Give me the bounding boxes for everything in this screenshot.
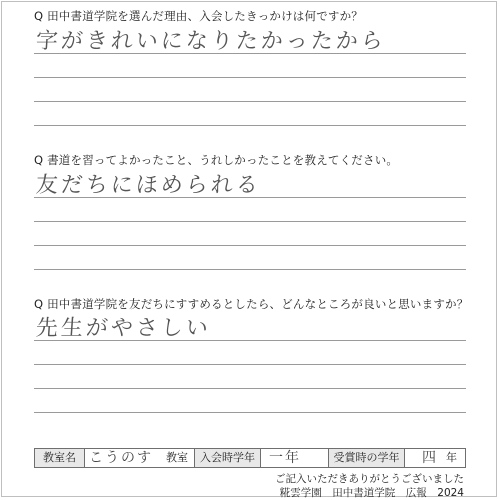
answer-line (34, 221, 466, 222)
answer-line (34, 340, 466, 341)
answer-line (34, 388, 466, 389)
join-grade-cell (261, 449, 329, 467)
answer-line (34, 269, 466, 270)
answer-line (34, 101, 466, 102)
answer-1: 字がきれいになりたかったから (34, 29, 387, 54)
answer-2: 友だちにほめられる (34, 173, 262, 198)
answer-line (34, 412, 466, 413)
award-grade-value: 四 (422, 450, 438, 466)
answer-line (34, 77, 466, 78)
question-3: Q 田中書道学院を友だちにすすめるとしたら、どんなところが良いと思いますか？ (34, 297, 469, 311)
answer-3: 先生がやさしい (34, 316, 212, 341)
survey-sheet (1, 1, 497, 497)
answer-line (34, 53, 466, 54)
join-grade-value: 一年 (269, 450, 301, 466)
answer-line (34, 125, 466, 126)
answer-line (34, 197, 466, 198)
student-info-table (34, 448, 466, 468)
classroom-label: 教室名 (35, 449, 85, 467)
join-grade-label: 入会時学年 (195, 449, 261, 467)
award-grade-cell (405, 449, 465, 467)
classroom-value: こうのす (89, 450, 153, 466)
answer-line (34, 245, 466, 246)
classroom-cell (85, 449, 195, 467)
thanks-text: ご記入いただきありがとうございました (275, 473, 464, 485)
classroom-suffix: 教室 (166, 451, 188, 464)
answer-line (34, 364, 466, 365)
award-grade-suffix: 年 (446, 451, 457, 464)
award-grade-label: 受賞時の学年 (329, 449, 405, 467)
question-2: Q 書道を習ってよかったこと、うれしかったことを教えてください。 (34, 153, 399, 167)
publisher-text: 糀雲学園 田中書道学院 広報 2024 (279, 487, 464, 499)
question-1: Q 田中書道学院を選んだ理由、入会したきっかけは何ですか？ (34, 9, 364, 23)
